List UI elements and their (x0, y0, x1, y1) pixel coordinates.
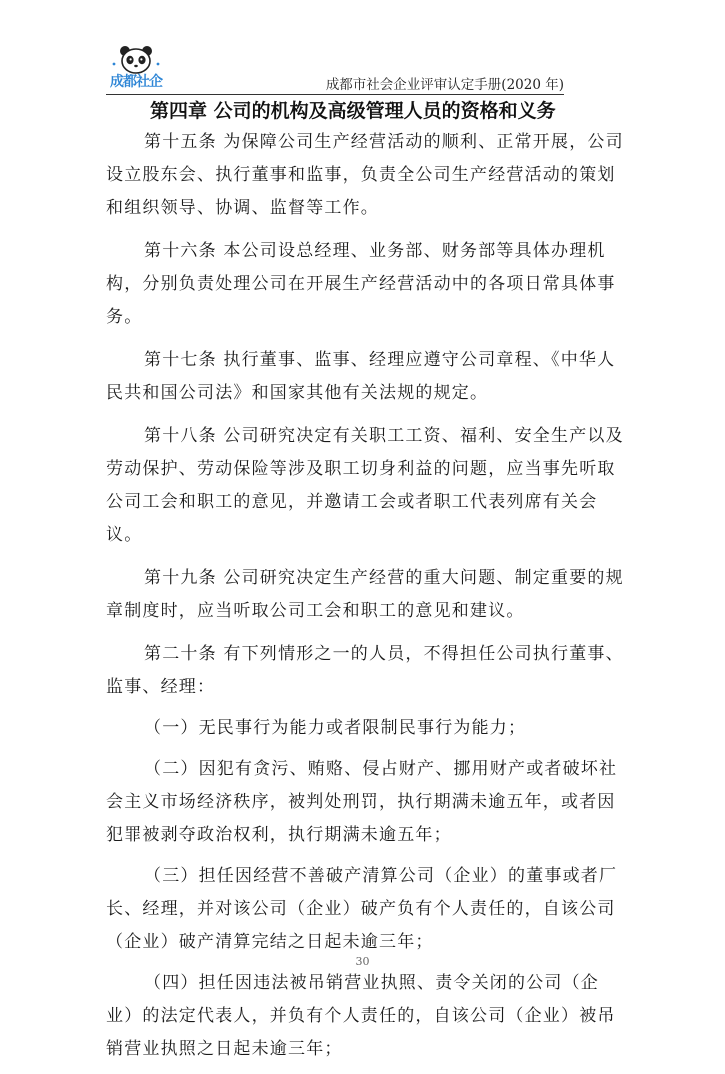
chapter-title: 第四章 公司的机构及高级管理人员的资格和义务 (150, 100, 556, 122)
panda-icon (106, 44, 166, 78)
clause-1: （一）无民事行为能力或者限制民事行为能力； (144, 718, 527, 738)
document-title: 成都市社会企业评审认定手册(2020 年) (325, 77, 564, 93)
article-16: 第十六条 本公司设总经理、业务部、财务部等具体办理机构，分别负责处理公司在开展生产经营活动中的各项日常具体事务。 (106, 241, 616, 327)
article-15: 第十五条 为保障公司生产经营活动的顺利、正常开展，公司设立股东会、执行董事和监事，负责全公司生产经营活动的策划和组织领导、协调、监督等工作。 (106, 132, 624, 218)
logo (106, 44, 166, 92)
logo-text: 成都社企 (110, 74, 162, 90)
article-17: 第十七条 执行董事、监事、经理应遵守公司章程、《中华人民共和国公司法》和国家其他有关法规的规定。 (106, 350, 616, 403)
page-number: 30 (355, 955, 370, 968)
article-20: 第二十条 有下列情形之一的人员，不得担任公司执行董事、监事、经理： (106, 644, 624, 697)
article-19: 第十九条 公司研究决定生产经营的重大问题、制定重要的规章制度时，应当听取公司工会和职工的意见和建议。 (106, 568, 624, 621)
document-body (106, 126, 626, 1074)
clause-4: （四）担任因违法被吊销营业执照、责令关闭的公司（企业）的法定代表人，并负有个人责任的，自该公司（企业）被吊销营业执照之日起未逾三年； (106, 973, 616, 1059)
clause-2: （二）因犯有贪污、贿赂、侵占财产、挪用财产或者破坏社会主义市场经济秩序，被判处刑罚，执行期满未逾五年，或者因犯罪被剥夺政治权利，执行期满未逾五年； (106, 759, 618, 845)
header-divider (106, 94, 564, 95)
article-18: 第十八条 公司研究决定有关职工工资、福利、安全生产以及劳动保护、劳动保险等涉及职工切身利益的问题，应当事先听取公司工会和职工的意见，并邀请工会或者职工代表列席有关会议。 (106, 426, 624, 545)
clause-3: （三）担任因经营不善破产清算公司（企业）的董事或者厂长、经理，并对该公司（企业）破产负有个人责任的，自该公司（企业）破产清算完结之日起未逾三年； (106, 866, 618, 952)
